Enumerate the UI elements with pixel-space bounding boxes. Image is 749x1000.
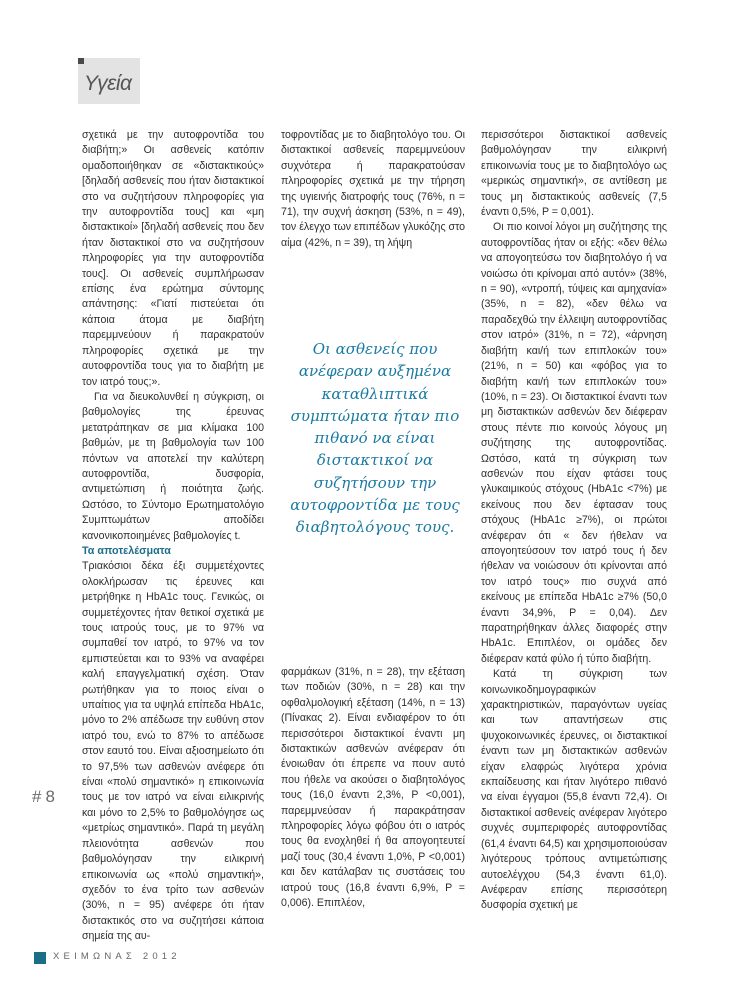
column-2-top: [281, 128, 465, 251]
col1-paragraph-3: Τριακόσιοι δέκα έξι συμμετέχοντες ολοκλήρωσαν τις έρευνες και μετρήθηκε η HbA1c τους. Γενικώς, οι συμμετέχοντες ήταν θετικοί σχετικά με τους ιατρούς τους, με το 97% να συμπαθεί τον ιατρό, το 97% να τον εμπιστεύεται και το 93% να αναφέρει καλή επαγγελματική σχέση. Όταν ρωτήθηκαν για το ποιος είναι ο υπαίτιος για τα υψηλά επίπεδα HbA1c, μόνο το 2% απέδωσε την ευθύνη στον ιατρό του, ενώ το 87% το απέδωσε στον εαυτό του. Είναι αξιοσημείωτο ότι το 97,5% των ασθενών ανέφερε ότι είναι «πολύ σημαντικό» η επικοινωνία τους με τον ιατρό να είναι ειλικρινής και μόνο το 2,5% το βαθμολόγησε ως «μετρίως σημαντικό». Παρά τη μεγάλη πλειονότητα ασθενών που βαθμολόγησαν την ειλικρινή επικοινωνία ως «πολύ σημαντική», σχεδόν το ένα τρίτο των ασθενών (30%, n = 95) ανέφερε ότι ήταν διστακτικός στο να συζητήσει κάποια σημεία της αυ-: [82, 560, 264, 943]
results-subheading: Τα αποτελέσματα: [82, 544, 171, 557]
col3-paragraph-2: Οι πιο κοινοί λόγοι μη συζήτησης της αυτοφροντίδας ήταν οι εξής: «δεν θέλω να απογοητεύσω τον διαβητολόγο ή να νοιώσω ότι κρίνομαι από αυτόν» (38%, n = 90), «ντροπή, τύψεις και αμηχανία» (35%, n = 82), «δεν θέλω να παραδεχθώ την έλλειψη αυτοφροντίδας στον ιατρό» (31%, n = 72), «άρνηση διαβήτη και/ή των επιπλοκών του» (21%, n = 50) και «φόβος για το διαβήτη και/ή των επιπλοκών του» (10%, n = 23). Οι διστακτικοί έναντι των μη διστακτικών ασθενών δεν διέφεραν στους πέντε πιο κοινούς λόγους μη συζήτησης της αυτοφροντίδας. Ωστόσο, κατά τη σύγκριση των ασθενών που είχαν φτάσει τους γλυκαιμικούς στόχους (HbA1c <7%) με εκείνους που δεν έφτασαν τους στόχους (HbA1c ≥7%), οι πρώτοι ανέφεραν ότι « δεν ήθελαν να απογοητεύσουν τον ιατρό τους ή δεν ήθελαν να νοιώσουν ότι κρίνονται από τον ιατρό τους» πιο συχνά από εκείνους με επίπεδα HbA1c ≥7% (50,0 έναντι 34,9%, P = 0,04). Δεν παρατηρήθηκαν άλλες διαφορές στην HbA1c. Επιπλέον, οι ομάδες δεν διέφεραν κατά φύλο ή τύπο διαβήτη.: [481, 221, 667, 665]
col3-paragraph-3: Κατά τη σύγκριση των κοινωνικοδημογραφικών χαρακτηριστικών, παραγόντων υγείας και των απαντήσεων στις ψυχοκοινωνικές έρευνες, οι διστακτικοί έναντι των μη διστακτικών ασθενών είχαν ελαφρώς λιγότερα χρόνια εκπαίδευσης και ήταν λιγότερο πιθανό να είναι έγγαμοι (55,8 έναντι 72,4). Οι διστακτικοί ασθενείς ανέφεραν λιγότερο συχνές συμπεριφορές αυτοφροντίδας (61,4 έναντι 64,5) και χρησιμοποιούσαν λιγότερους τρόπους αντιμετώπισης αυτοελέγχου (54,3 έναντι 61,0). Ανέφεραν επίσης περισσότερη δυσφορία σχετική με: [481, 668, 667, 912]
col2-bottom-text: φαρμάκων (31%, n = 28), την εξέταση των ποδιών (30%, n = 28) και την οφθαλμολογική εξέταση (14%, n = 13) (Πίνακας 2). Είναι ενδιαφέρον το ότι περισσότεροι διστακτικοί έναντι μη διστακτικών ασθενών ανέφεραν ότι ένοιωθαν ότι έπρεπε να πουν αυτό που ήθελε να ακούσει ο διαβητολόγος τους (16,0 έναντι 2,3%, P <0,001), παρεμμνεύσαν ή παρακράτησαν πληροφορίες λόγω φόβου ότι ο ιατρός τους θα ενοχληθεί ή θα απογοητευτεί μαζί τους (30,4 έναντι 1,0%, P <0,001) και δεν κατάλαβαν τις συστάσεις του ιατρού τους (16,8 έναντι 6,9%, P = 0,006). Επιπλέον,: [281, 666, 465, 910]
page-number: #8: [32, 787, 59, 806]
section-tab: [78, 58, 140, 104]
column-2-bottom: [281, 665, 465, 912]
footer-issue: ΧΕΙΜΩΝΑΣ 2012: [53, 951, 181, 962]
column-3: [481, 128, 667, 914]
section-marker: [78, 58, 84, 64]
column-1: [82, 128, 264, 945]
pull-quote: Οι ασθενείς που ανέφεραν αυξημένα καταθλιπτικά συμπτώματα ήταν πιο πιθανό να είναι διστακτικοί να συζητήσουν την αυτοφροντίδα με τους διαβητολόγους τους.: [290, 340, 460, 537]
col3-paragraph-1: περισσότεροι διστακτικοί ασθενείς βαθμολόγησαν την ειλικρινή επικοινωνία τους με το διαβητολόγο ως «μερικώς σημαντική», σε αντίθεση με τους μη διστακτικούς ασθενείς (7,5 έναντι 0,5%, P = 0,001).: [481, 129, 667, 219]
col2-top-text: τοφροντίδας με το διαβητολόγο του. Οι διστακτικοί ασθενείς παρεμμνεύουν συχνότερα ή παρακρατούσαν πληροφορίες σχετικά με την τήρηση της υγιεινής διατροφής τους (76%, n = 71), την συχνή άσκηση (53%, n = 49), τον έλεγχο των επιπέδων γλυκόζης στο αίμα (42%, n = 39), τη λήψη: [281, 129, 465, 249]
col1-paragraph-1: σχετικά με την αυτοφροντίδα του διαβήτη;» Οι ασθενείς κατόπιν ομαδοποιήθηκαν σε «διστακτικούς» [δηλαδή ασθενείς που ήταν διστακτικοί στο να συζητήσουν πληροφορίες για την αυτοφροντίδα τους] και «μη διστακτικοί» [δηλαδή ασθενείς που δεν ήταν διστακτικοί στο να συζητήσουν πληροφορίες για την αυτοφροντίδα τους]. Οι ασθενείς συμπλήρωσαν επίσης ένα ερώτημα σύντομης απάντησης: «Γιατί πιστεύεται ότι κάποια άτομα με διαβήτη παρεμμνεύουν ή παρακρατούν πληροφορίες σχετικά με την αυτοφροντίδα τους για το διαβήτη με τον ιατρό τους;».: [82, 129, 264, 388]
col1-paragraph-2: Για να διευκολυνθεί η σύγκριση, οι βαθμολογίες της έρευνας μετατράπηκαν σε μια κλίμακα 100 βαθμών, με τη βαθμολογία των 100 πόντων να αποτελεί την καλύτερη αυτοφροντίδα, δυσφορία, αντιμετώπιση ή ποιότητα ζωής. Ωστόσο, το Σύντομο Ερωτηματολόγιο Συμπτωμάτων αποδίδει κανονικοποιημένες βαθμολογίες t.: [82, 390, 264, 542]
footer-square: [34, 952, 46, 964]
section-title: Υγεία: [84, 72, 132, 95]
